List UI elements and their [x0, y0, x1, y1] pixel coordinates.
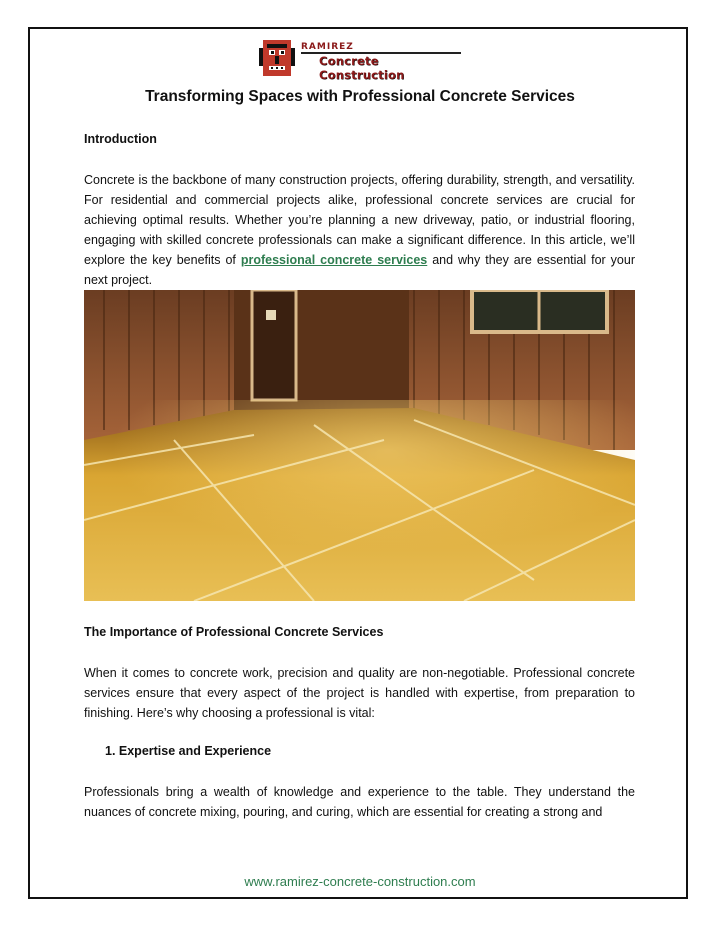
- professional-concrete-services-link[interactable]: professional concrete services: [240, 253, 428, 267]
- importance-heading: The Importance of Professional Concrete Services: [84, 625, 384, 639]
- company-logo: [259, 38, 464, 80]
- intro-paragraph: [84, 170, 635, 290]
- importance-paragraph: When it comes to concrete work, precision and quality are non-negotiable. Professional concrete services ensure that every aspect of the project is handled with expertise, from preparation to finishing. Here’s why choosing a professional is vital:: [84, 666, 635, 720]
- logo-tagline: Concrete Construction: [319, 54, 405, 82]
- page-title: Transforming Spaces with Professional Concrete Services: [145, 88, 575, 105]
- aztec-mask-logo-icon: [259, 38, 295, 78]
- expertise-paragraph: Professionals bring a wealth of knowledge and experience to the table. They understand the nuances of concrete mixing, pouring, and curing, which are essential for creating a strong and: [84, 785, 635, 819]
- intro-heading: Introduction: [84, 132, 157, 146]
- footer-website-link[interactable]: www.ramirez-concrete-construction.com: [244, 874, 476, 889]
- intro-text-start: Concrete is the backbone of many construction projects, offering durability, strength, and versatility. For residential and commercial projects alike, professional concrete services are crucial for achieving optimal results. Whether you’re planning a new driveway, patio, or industrial flooring, engaging with skilled concrete professionals can make a significant difference. In this article, we’ll explore the key benefits of: [84, 173, 635, 267]
- list-item-expertise: 1. Expertise and Experience: [105, 744, 272, 758]
- intro-text-end: and why they are essential for your next project.: [84, 253, 635, 287]
- stained-concrete-floor-photo: [84, 290, 635, 601]
- photo-illustration: [84, 290, 635, 601]
- logo-name: RAMIREZ: [301, 42, 354, 52]
